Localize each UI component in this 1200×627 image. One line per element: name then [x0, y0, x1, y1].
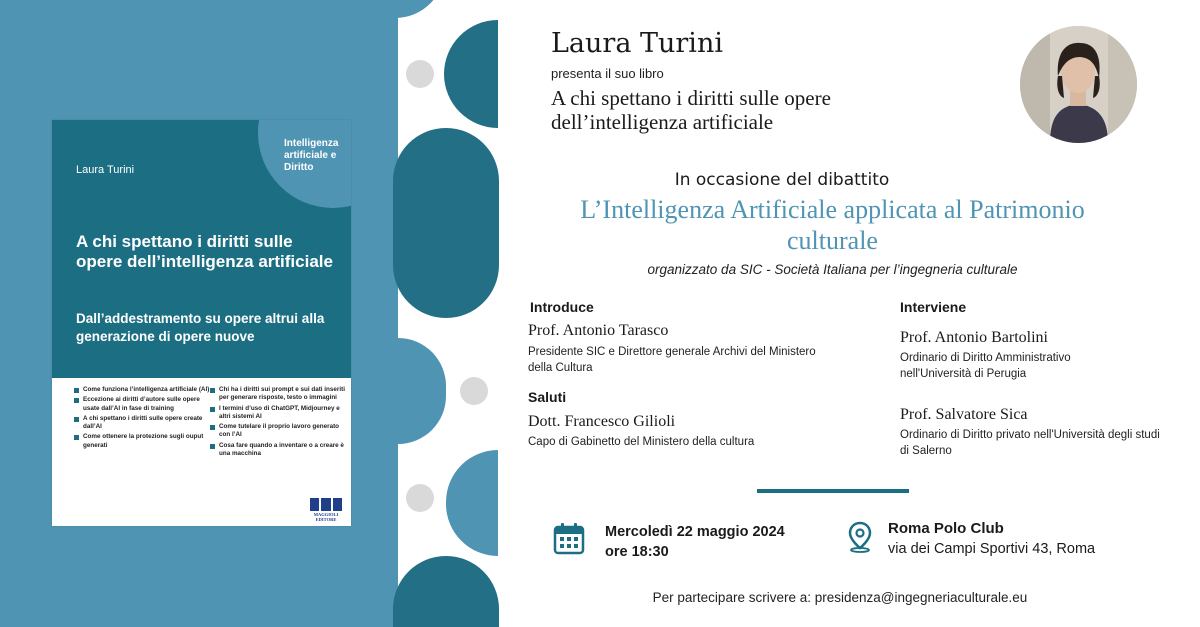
introduce-speaker-role: Presidente SIC e Direttore generale Archivi del Ministero della Cultura: [528, 346, 816, 374]
publisher-logo: [310, 498, 342, 520]
contact-info: Per partecipare scrivere a: presidenza@ingegneriaculturale.eu: [652, 590, 1028, 605]
saluti-speaker-name: Dott. Francesco Gilioli: [528, 413, 676, 430]
publisher-name: MAGGIOLI EDITORE: [313, 512, 339, 522]
decor-half-circle-left: [444, 20, 498, 128]
book-topic: I termini d’uso di ChatGPT, Midjourney e altri sistemi AI: [210, 405, 346, 422]
book-topic: Come tutelare il proprio lavoro generato con l’AI: [210, 423, 346, 440]
book-cover: [52, 120, 351, 526]
location-pin-icon: [847, 521, 873, 553]
book-title: A chi spettano i diritti sulle opere dell’intelligenza artificiale: [551, 86, 831, 134]
saluti-label: Saluti: [528, 389, 567, 405]
event-datetime: [605, 522, 785, 562]
interviene-speaker-2-role: Ordinario di Diritto privato nell'Università degli studi di Salerno: [900, 429, 1160, 457]
presenta-text: presenta il suo libro: [551, 66, 664, 81]
decor-half-circle-bottom: [393, 556, 499, 627]
book-topics-col1: [74, 386, 210, 452]
interviene-speaker-1-role: Ordinario di Diritto Amministrativo nell'Università di Perugia: [900, 352, 1071, 380]
book-series-label: Intelligenza artificiale e Diritto: [284, 138, 339, 173]
book-topics-col2: [210, 386, 346, 460]
saluti-speaker-role: Capo di Gabinetto del Ministero della cultura: [528, 436, 755, 448]
book-topic: Come ottenere la protezione sugli ouput generati: [74, 433, 210, 450]
book-cover-subtitle: Dall’addestramento su opere altrui alla generazione di opere nuove: [76, 311, 325, 344]
interviene-speaker-1-name: Prof. Antonio Bartolini: [900, 329, 1048, 346]
decor-half-circle-mid: [398, 338, 446, 444]
interviene-speaker-2-name: Prof. Salvatore Sica: [900, 406, 1028, 423]
author-name: Laura Turini: [551, 28, 723, 59]
occasione-text: In occasione del dibattito: [674, 170, 890, 190]
book-topic: Come funziona l’intelligenza artificiale (AI): [74, 386, 210, 394]
book-topic: Eccezione ai diritti d’autore sulle opere usate dall’AI in fase di training: [74, 396, 210, 413]
author-portrait-icon: [1020, 26, 1137, 143]
decor-dot: [460, 377, 488, 405]
decor-pill-tall: [393, 128, 499, 318]
decor-dot: [406, 484, 434, 512]
decor-dot: [406, 60, 434, 88]
interviene-label: Interviene: [900, 299, 967, 315]
debate-title: L’Intelligenza Artificiale applicata al Patrimonio culturale: [580, 195, 1085, 255]
book-topic: Cosa fare quando a inventare o a creare è una macchina: [210, 442, 346, 459]
organizer-text: organizzato da SIC - Società Italiana per l’ingegneria culturale: [647, 262, 1018, 277]
book-topic: A chi spettano i diritti sulle opere create dall’AI: [74, 415, 210, 432]
event-date: Mercoledì 22 maggio 2024: [605, 524, 785, 540]
introduce-label: Introduce: [530, 299, 594, 315]
introduce-speaker-name: Prof. Antonio Tarasco: [528, 322, 669, 339]
venue-address: via dei Campi Sportivi 43, Roma: [888, 541, 1096, 557]
calendar-icon: [553, 522, 585, 555]
decor-top-half-circle: [390, 0, 445, 18]
decor-half-circle-right: [446, 450, 498, 556]
book-author: Laura Turini: [76, 164, 135, 176]
venue-name: Roma Polo Club: [888, 520, 1004, 537]
section-divider: [757, 489, 909, 493]
author-photo: [1020, 26, 1137, 143]
book-cover-title: A chi spettano i diritti sulle opere dell’intelligenza artificiale: [76, 232, 333, 271]
book-topic: Chi ha i diritti sui prompt e sui dati inseriti per generare risposte, testo o immagini: [210, 386, 346, 403]
event-time: ore 18:30: [605, 544, 669, 560]
